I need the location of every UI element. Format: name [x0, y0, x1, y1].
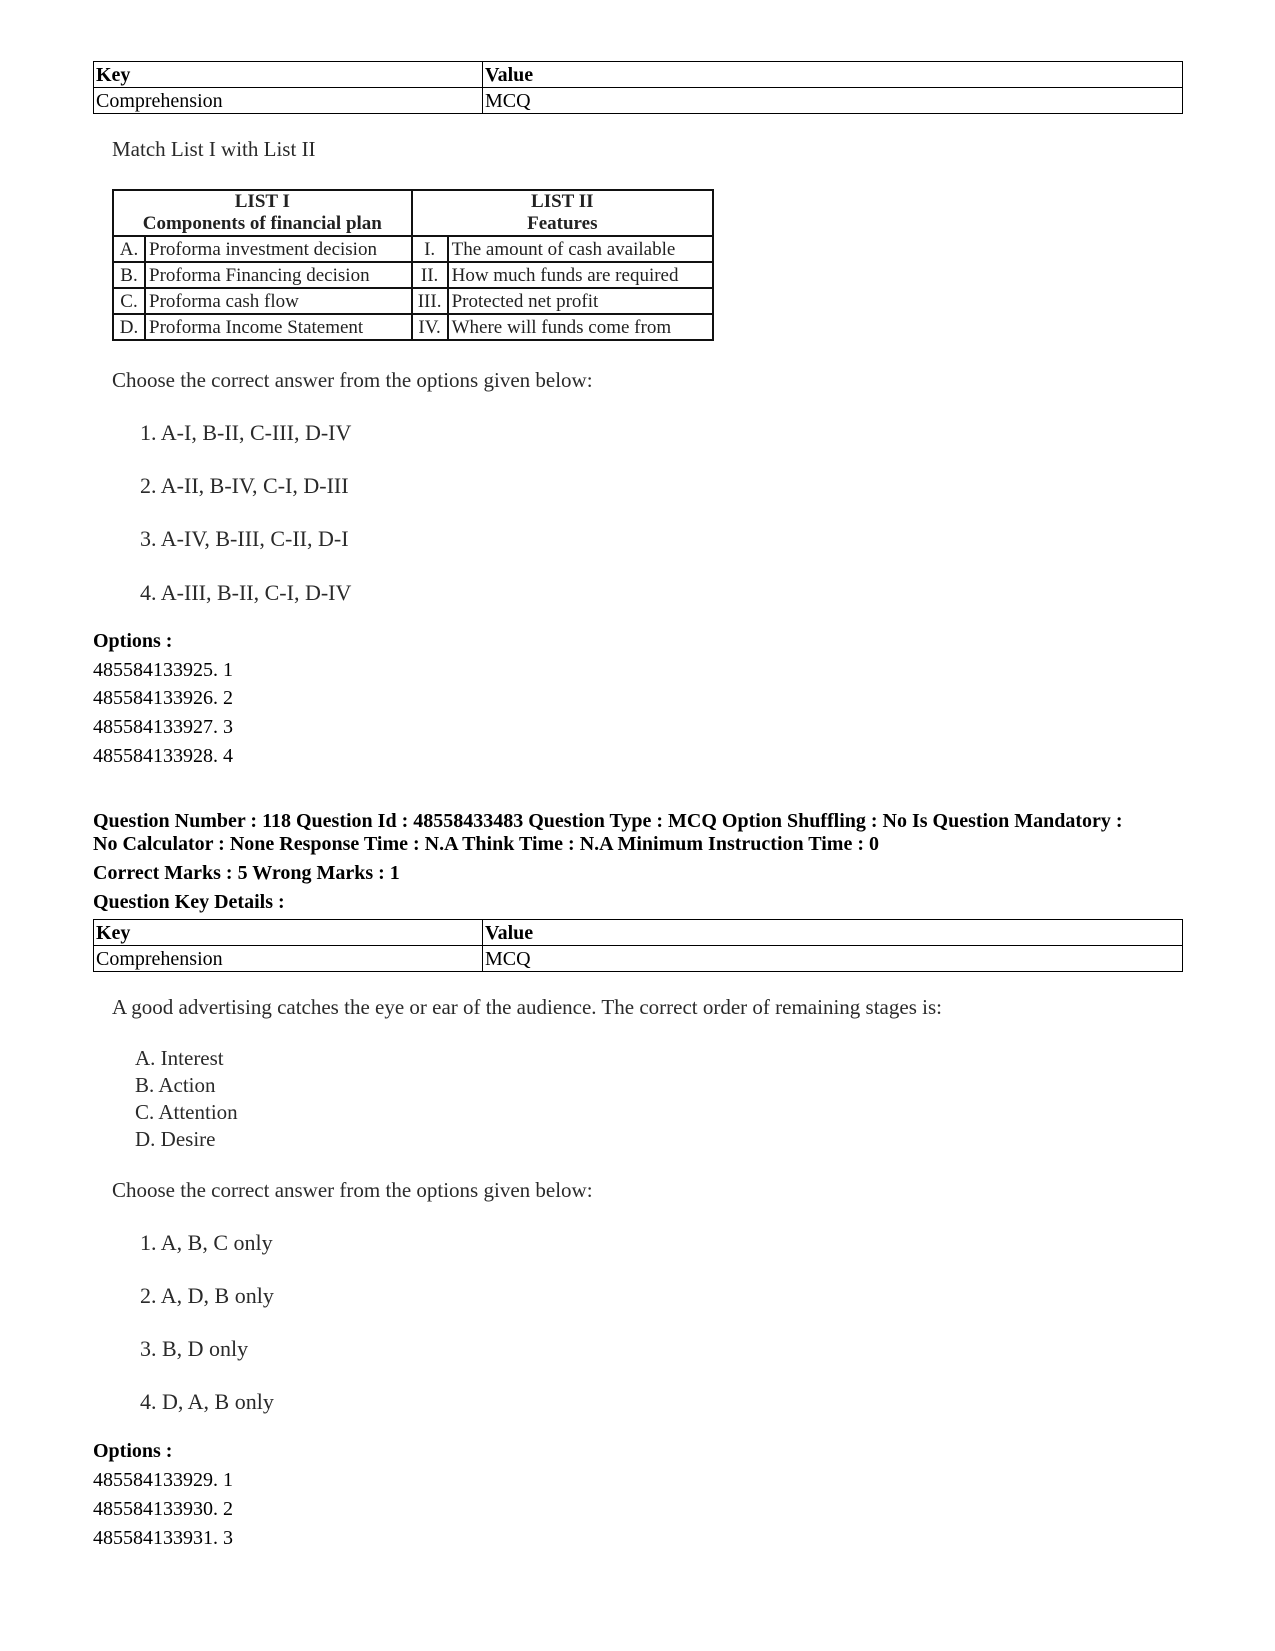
key-value-table-top: [93, 61, 1183, 114]
table-row: [94, 946, 1183, 972]
choice-3: 3. A-IV, B-III, C-II, D-I: [140, 526, 349, 551]
option-id-2: 485584133930. 2: [93, 1498, 233, 1520]
choice-1: 1. A, B, C only: [140, 1230, 273, 1255]
list1-header: [113, 190, 412, 236]
choose-instruction-q118: Choose the correct answer from the options given below:: [112, 1178, 593, 1202]
row-letter: D.: [113, 314, 145, 340]
choice-2: 2. A, D, B only: [140, 1283, 274, 1308]
question-meta-line1: Question Number : 118 Question Id : 48558433483 Question Type : MCQ Option Shuffling : No Is Question Mandatory :: [93, 810, 1123, 832]
cell-key: Comprehension: [94, 88, 483, 114]
option-id-1: 485584133929. 1: [93, 1469, 233, 1491]
question-text: A good advertising catches the eye or ear of the audience. The correct order of remaining stages is:: [112, 995, 942, 1019]
table-row: [113, 236, 713, 262]
table-row: [113, 262, 713, 288]
row-item: Proforma Income Statement: [145, 314, 412, 340]
key-value-table-q118: [93, 919, 1183, 972]
row-roman: IV.: [412, 314, 448, 340]
choice-3: 3. B, D only: [140, 1336, 249, 1361]
choice-1: 1. A-I, B-II, C-III, D-IV: [140, 420, 352, 445]
table-row: [94, 88, 1183, 114]
stage-d: D. Desire: [135, 1127, 216, 1151]
row-letter: B.: [113, 262, 145, 288]
row-roman: III.: [412, 288, 448, 314]
row-feature: Where will funds come from: [448, 314, 713, 340]
list2-header: [412, 190, 713, 236]
cell-value: MCQ: [483, 88, 1183, 114]
choice-4: 4. D, A, B only: [140, 1389, 274, 1414]
stage-a: A. Interest: [135, 1046, 224, 1070]
options-label: Options :: [93, 630, 173, 652]
row-feature: The amount of cash available: [448, 236, 713, 262]
cell-key: Comprehension: [94, 946, 483, 972]
stage-b: B. Action: [135, 1073, 216, 1097]
option-id-1: 485584133925. 1: [93, 659, 233, 681]
table-header-row: [94, 62, 1183, 88]
header-key: Key: [94, 920, 483, 946]
row-letter: C.: [113, 288, 145, 314]
cell-value: MCQ: [483, 946, 1183, 972]
options-label-q118: Options :: [93, 1440, 173, 1462]
list1-title: LIST I: [234, 191, 290, 212]
option-id-4: 485584133928. 4: [93, 745, 233, 767]
table-row: [113, 314, 713, 340]
header-value: Value: [483, 920, 1183, 946]
row-feature: How much funds are required: [448, 262, 713, 288]
option-id-3: 485584133927. 3: [93, 716, 233, 738]
match-list-table: [112, 189, 714, 341]
row-item: Proforma investment decision: [145, 236, 412, 262]
table-row: [113, 288, 713, 314]
question-meta-line2: No Calculator : None Response Time : N.A Think Time : N.A Minimum Instruction Time : 0: [93, 833, 879, 855]
marks-line: Correct Marks : 5 Wrong Marks : 1: [93, 862, 400, 884]
row-item: Proforma cash flow: [145, 288, 412, 314]
row-letter: A.: [113, 236, 145, 262]
table-header-row: [94, 920, 1183, 946]
list1-subtitle: Components of financial plan: [142, 213, 382, 234]
header-key: Key: [94, 62, 483, 88]
list2-subtitle: Features: [527, 213, 598, 234]
header-value: Value: [483, 62, 1183, 88]
list2-title: LIST II: [531, 191, 594, 212]
row-feature: Protected net profit: [448, 288, 713, 314]
choice-2: 2. A-II, B-IV, C-I, D-III: [140, 473, 349, 498]
stage-c: C. Attention: [135, 1100, 238, 1124]
option-id-2: 485584133926. 2: [93, 687, 233, 709]
choose-instruction: Choose the correct answer from the options given below:: [112, 368, 593, 392]
row-item: Proforma Financing decision: [145, 262, 412, 288]
row-roman: II.: [412, 262, 448, 288]
match-instruction: Match List I with List II: [112, 137, 316, 161]
choice-4: 4. A-III, B-II, C-I, D-IV: [140, 580, 352, 605]
match-table-header: [113, 190, 713, 236]
key-details-label: Question Key Details :: [93, 891, 285, 913]
option-id-3: 485584133931. 3: [93, 1527, 233, 1549]
row-roman: I.: [412, 236, 448, 262]
